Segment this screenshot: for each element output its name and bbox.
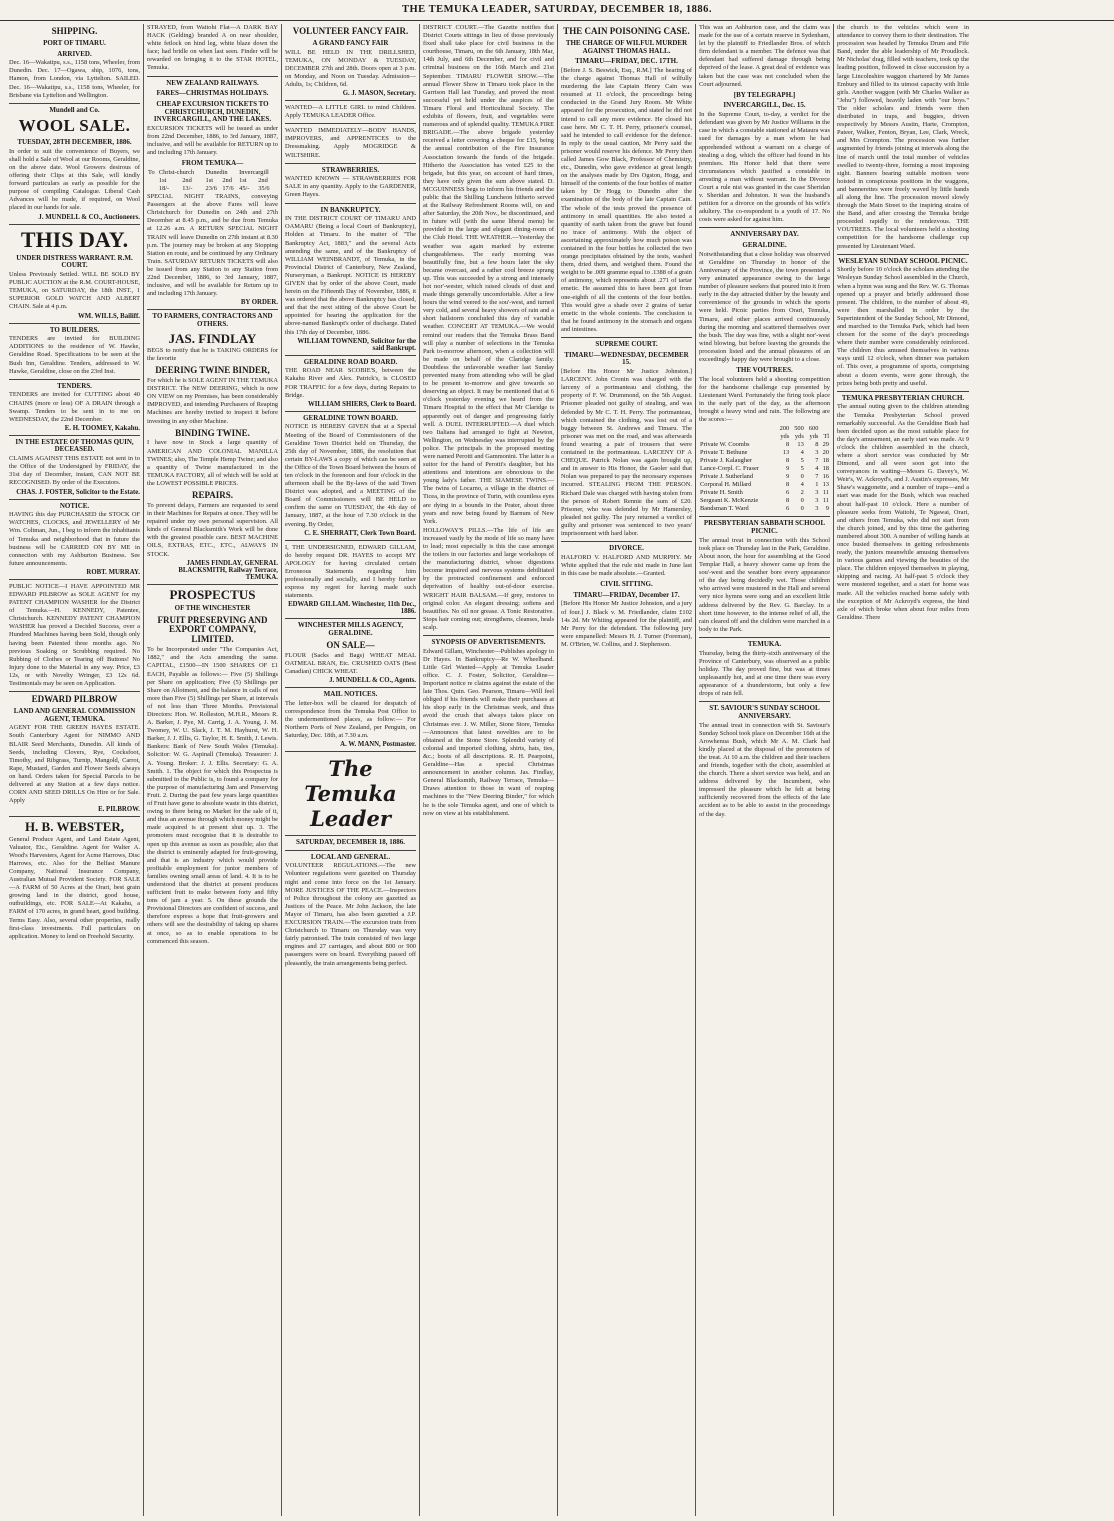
wanted2-text: WANTED IMMEDIATELY—BODY HANDS, IMPROVERS, and APPRENTICES to the Dressmaking. Apply MOGRIDGE & WILTSHIRE. (285, 127, 416, 159)
column-1 (6, 24, 144, 1516)
shipping-title: SHIPPING. (51, 26, 98, 36)
findlay-twine: BINDING TWINE. (175, 427, 250, 438)
score-cell: 9 (825, 505, 829, 513)
supreme-dateline: TIMARU—WEDNESDAY, DECEMBER 15. (564, 350, 689, 367)
column-7 (834, 24, 972, 1516)
divider (699, 637, 830, 638)
mail-text: The letter-box will be cleared for despatch of correspondence from the Temuka Post Office to the undermentioned places, as follow:— For Northern Ports of New Zealand, per Penguin, on Saturday, Dec. 18th, at 7.30 a.m. (285, 699, 416, 739)
estate-text: CLAIMS AGAINST THIS ESTATE not sent in to the Office of the Undersigned by FRIDAY, the 31st day of December, instant, CAN NOT BE RECOGNISED. By order of the Executors. (9, 455, 140, 487)
table-row (147, 169, 278, 177)
estate-sign: CHAS. J. FOSTER, Solicitor to the Estate. (16, 488, 140, 496)
divider (285, 751, 416, 752)
score-cell: 500 (794, 425, 804, 433)
prospectus-sub: OF THE WINCHESTER (174, 603, 251, 612)
anniv-place: GERALDINE. (742, 241, 787, 250)
telegraph-dateline: INVERCARGILL, Dec. 15. (723, 101, 806, 110)
divider (423, 635, 554, 636)
presb-text: The annual outing given to the children attending the Temuka Presbyterian School proved remarkably successful. As the Geraldine Bush had been decided upon as the most suitable place for the day's amusement, an early start was made. At 9 o'clock the children assembled in the church, where a short service was conducted by Mr Dimond, and all were soon got into the conveyances in waiting—Messrs G. Davey's, W. Weir's, W. Ackroyd's, and J. Austin's expresses, Mr Shaw's waggonette, and a number of traps—and a start was made for the Bush, which was reached about half-past 10 o'clock. Here a number of pleasure seeks from Waitohi, Te Ngawai, Orari, and others from Temuka, who did not start from the church joined, and by this time the gathering numbered about 300. A number of willing hands at once busied themselves in getting refreshments ready, the juniors meanwhile amusing themselves in various games and viewing the beauties of the place. The children enjoyed themselves in playing, skipping and racing. At half-past 5 o'clock they were mustered together, and a start for home was made. All the vehicles reached home safely with the exception of Mr Ackroyd's express, the hind axle of which broke when about four miles from Geraldine. There (837, 403, 969, 621)
findlay-sign: JAMES FINDLAY, GENERAL BLACKSMITH, Railway Terrace, TEMUKA. (178, 559, 278, 581)
divider (699, 701, 830, 702)
table-row (699, 457, 830, 465)
shipping-port: PORT OF TIMARU. (43, 38, 106, 47)
score-cell: 11 (822, 497, 829, 505)
straw-title: STRAWBERRIES. (321, 165, 380, 174)
score-cell: 16 (822, 473, 829, 481)
score-cell: 1 (815, 481, 819, 489)
bankruptcy-title: IN BANKRUPTCY. (320, 205, 381, 214)
thisday-sub: UNDER DISTRESS WARRANT. R.M. COURT. (16, 253, 133, 270)
cain-text: [Before J. S. Beswick, Esq., R.M.] The hearing of the charge against Thomas Hall of wilfully murdering the late Captain Henry Cain was resumed at 11 o'clock, the proceedings being conducted in the Grand Jury Room. Mr White appeared for the prosecution, and stated he did not intend to call any more evidence. He closed his case here. Mr C. T. H. Perry, prisoner's counsel, said he intended to call evidence for the defence. In reply to the usual caution, Mr Perry said the prisoner would reserve his defence. Mr Perry then called James Gow Black, Professor of Chemistry, etc., Dunedin, who gave evidence at great length on the analyses made by Drs Ogston, Hogg, and himself of the contents of the four bottles of matter taken by Dr Hogg to Dunedin after the examination of the body of the late Captain Cain. The whole of the tests proved the presence of antimony in small quantities. He also tested a quantity of earth taken from the grave but found no trace of antimony. With the object of ascertaining approximately how much poison was contained in the four bottles he collected the two orange precipitates obtained by the tests, washed them, dried them, and weighed them. Found the weight to be .009 gramme equal to .1388 of a grain of antimony, which represents about .271 of tartar emetic. He assumed this to have been got from one-eighth of all the contents of the four bottles. This would give a shade over 2 grains of tartar emetic in the whole contents. The conclusion is that he found antimony in the stomach and organs and intestines. (561, 66, 692, 333)
mail-title: MAIL NOTICES. (323, 689, 378, 698)
fare-price-cell: 45/- (239, 185, 250, 193)
apology-text: I, THE UNDERSIGNED, EDWARD GILLAM, do hereby request DR. HAYES to accept MY APOLOGY for having circulated certain Erroneous Statements regarding him professionally and socially, and I hereby further express my regret for having made such statements. (285, 543, 416, 600)
findlay-text: BEGS to notify that he is TAKING ORDERS for the favorite (147, 346, 278, 363)
divider (9, 224, 140, 225)
wool-firm: Mundell and Co. (49, 105, 100, 114)
mills-text: FLOUR (Sacks and Bags) WHEAT MEAL OATMEAL BRAN, Etc. CRUSHED OATS (Best Canadian) CHICK WHEAT. (285, 651, 416, 675)
divider (9, 435, 140, 436)
divider (147, 584, 278, 585)
road-title: GERALDINE ROAD BOARD. (303, 357, 398, 366)
fair-sub: A GRAND FANCY FAIR (312, 38, 389, 47)
score-cell: 9 (786, 473, 790, 481)
town-text: NOTICE IS HEREBY GIVEN that at a Special Meeting of the Board of Commissioners of the Geraldine Town District held on Thursday, the 25th day of November, 1886, the resolution that certain BY-LAWS a copy of which can be seen at the Office of the Town Board between the hours of ten o'clock in the forenoon and four o'clock in the afternoon shall be the By-laws of the said Town District was adopted, and a MEETING of the Board of Commissioners will BE HELD to confirm the same on TUESDAY, the 4th day of January, 1887, at the hour of 7.30 o'clock in the evening. By Order, (285, 423, 416, 528)
score-cell: 8 (786, 497, 790, 505)
fare-class-cell: 2nd (182, 177, 192, 185)
table-row (699, 481, 830, 489)
railways-from: FROM TEMUKA— (181, 159, 244, 168)
divider (285, 835, 416, 836)
score-cell: 11 (822, 489, 829, 497)
news-text-2: HOLLOWAY'S PILLS.—The life of life are increased vastly by the mode of life so many have to lead; most especially is this the case amongst the toilers in our factories and large workshops of the manufacturing district, whose digestions become impaired and nervous systems debilitated by the protracted confinement and enforced deprivation of healthy out-of-door exercise. WRIGHT HAIR BALSAM.—If grey, restores to original color. An elegant dressing; softens and beautifies. No oil nor grease. A Tonic Restorative. Stops hair coming out; strengthens, cleanses, heals scalp. (423, 526, 554, 631)
score-cell: Private T. Bethune (700, 449, 748, 457)
cain-dateline: TIMARU—FRIDAY, DEC. 17TH. (575, 57, 678, 66)
divorce-title: DIVORCE. (609, 544, 644, 553)
temuka-title: TEMUKA. (747, 639, 782, 648)
road-text: THE ROAD NEAR SCOBIE'S, between the Kakahu River and Alex. Patrick's, is CLOSED FOR TRAFFIC for a few days, during Repairs to Bridge. (285, 367, 416, 399)
fare-price-cell: 13/- (182, 185, 193, 193)
divider (561, 541, 692, 542)
findlay-title: TO FARMERS, CONTRACTORS AND OTHERS. (152, 312, 273, 328)
supreme-text: [Before His Honor Mr Justice Johnston.] LARCENY. John Cronin was charged with the larceny of a portmanteau and clothing, the property of F. W. Drummond, on the 5th August. Prisoner pleaded not guilty of stealing, and was defended by Mr C. T. H. Perry. The portmanteau, which contained the clothing, was lost out of a buggy between St. Andrews and Timaru. The prisoner was met on the road, and was afterwards found wearing a pair of trousers that were contained in the portmanteau. LARCENY OF A CHEQUE. Patrick Nolan was again brought up, and in answer to His Honor, the Gaoler said that Nolan was prepared to pay the necessary expenses incurred. STEALING FROM THE PERSON. Richard Dale was charged with having stolen from the person of Robert Rennie the sum of £20. Prisoner, who was defended by Mr Hamersley, pleaded not guilty. The jury returned a verdict of guilty and prisoner was sentenced to two years' imprisonment with hard labor. (561, 368, 692, 537)
divider (9, 379, 140, 380)
saviour-text: The annual treat in connection with St. Saviour's Sunday School took place on December 16th at the Arowhenua Bush, which Mr A. M. Clark had kindly placed at the disposal of the promoters of the treat. At 10 a.m. the children and their teachers and friends, together with the choir, assembled at the church. There a short service was held, and an address delivered by the Incumbent, who impressed the pleasure which he felt at being sufficiently recovered from the effects of the late accident as to be able to assist in the proceedings of the day. (699, 721, 830, 818)
town-sign: C. E. SHERRATT, Clerk Town Board. (304, 529, 416, 537)
divider (285, 123, 416, 124)
score-cell: Private J. Kalaugher (700, 457, 752, 465)
railways-sign: BY ORDER. (240, 299, 278, 307)
fare-class-cell: 1st (205, 177, 213, 185)
columns (6, 24, 1108, 1516)
score-cell: 4 (815, 465, 819, 473)
table-row (699, 449, 830, 457)
fare-class-cell: 1st (158, 177, 167, 185)
voutree-text: The local volunteers held a shooting competition for the handsome challenge cup presented by Lieutenant Ward. Fortunately the firing took place in the early part of the day, as the afternoon brought a heavy wind and rain. The following are the scores:— (699, 375, 830, 424)
score-cell: Private J. Sutherland (700, 473, 754, 481)
builders-title: TO BUILDERS. (49, 325, 100, 334)
score-cell: 4 (800, 481, 804, 489)
pilbrow-title: EDWARD PILBROW (31, 694, 118, 705)
score-cell: 13 (797, 441, 804, 449)
sabbath-text: The annual treat in connection with this School took place on Thursday last in the Park, Geraldine. About noon, the hour for assembling at the Good Templar Hall, a heavy shower came up from the sou'-west and the weather bore every appearance of the day being decidedly wet. Those children who arrived were mustered in the Hall and several very nice hymns were sung and an excellent little address delivered by the Rev. G. Barclay. In a short time however, to the intense relief of all, the rain cleared off and the children were marched in a body to the Park. (699, 536, 830, 633)
cain-sub: THE CHARGE OF WILFUL MURDER AGAINST THOMAS HALL. (565, 38, 688, 55)
findlay-text2: For which he is SOLE AGENT IN THE TEMUKA DISTRICT. The NEW DEERING, which is now ON VIEW on my Premises, has been considerably IMPROVED, and intending Purchasers of Reaping Machines are hereby invited to inspect it before investing in any other Machine. (147, 377, 279, 425)
fare-price-cell: 35/6 (258, 185, 270, 193)
anniv-text: Notwithstanding that a close holiday was observed at Geraldine on Thursday in honor of the Anniversary of the Province, the town presented a very animated appearance owing to the large number of pleasure seekers that poured into it from early in the day attracted thither by the beauty and convenience of the grounds in which the sports were held. Picnic parties from Orari, Temuka, Timaru, and other places arrived continuously during the morning and scattered themselves over the bush. The day was fine, with a slight nor'-west wind blowing, but before leaving the grounds the procession listed and the annual pleasures of an exceedingly happy day were brought to a close. (699, 250, 830, 364)
divider (699, 227, 830, 228)
divider (285, 850, 416, 851)
tenders-text: TENDERS are invited for CUTTING about 40 CHAINS (more or less) OF A DRAIN through a Swamp. Tenders to be sent in to me on WEDNESDAY, the 22nd December. (9, 391, 140, 423)
anniv-title: ANNIVERSARY DAY. (730, 230, 799, 239)
divider (9, 499, 140, 500)
divider (285, 687, 416, 688)
score-cell: 3 (815, 505, 819, 513)
pilbrow-sub: LAND AND GENERAL COMMISSION AGENT, TEMUKA. (13, 707, 136, 723)
sabbath-title: PRESBYTERIAN SABBATH SCHOOL PICNIC. (703, 519, 826, 536)
wesleyan-title: WESLEYAN SUNDAY SCHOOL PICNIC. (838, 256, 968, 265)
railways-text2: SPECIAL NIGHT TRAINS, conveying Passengers at the above Fares will leave Christchurch for Dunedin on 24th and 27th December at 8.45 p.m., and be due from Temuka at 12.26 a.m. A RETURN SPECIAL NIGHT TRAIN will leave Dunedin on 27th instant at 8.30 p.m. The journey may be broken at any Stopping Station en route, and be continued by any Ordinary Train. SATURDAY RETURN TICKETS will also be issued from any Station to any Station from 22nd December, 1886, to 3rd January, 1887, inclusive, and will be available for Return up to and including 17th January. (147, 193, 278, 298)
strayed-text: STRAYED, from Waitohi Flat—A DARK BAY HACK (Gelding) branded A on near shoulder, white fetlock on hind leg, white blaze down the face; had bridle on when last seen. Finder will be rewarded on bringing it to the STAR HOTEL, Temuka. (147, 24, 278, 72)
fare-price-cell: 18/- (158, 185, 170, 193)
straw-text: WANTED KNOWN — STRAWBERRIES FOR SALE in any quantity. Apply to the GARDENER, Green Hayes. (285, 175, 416, 199)
findlay-repairs: REPAIRS. (191, 490, 234, 501)
score-cell: 8 (786, 457, 790, 465)
column-4 (420, 24, 558, 1516)
divider (837, 391, 969, 392)
notice-text: HAVING this day PURCHASED the STOCK OF WATCHES, CLOCKS, and JEWELLERY of Mr Wm. Coltman, Jun., I beg to inform the inhabitants of Temuka and neighborhood that in future the business will be CARRIED ON BY ME in connection with my Ashburton Business. See future announcements. (9, 511, 140, 567)
road-sign: WILLIAM SHIERS, Clerk to Board. (307, 400, 416, 408)
divider (285, 618, 416, 619)
notice-sign: ROBT. MURRAY. (86, 568, 140, 576)
score-cell: 7 (815, 473, 819, 481)
divider (9, 103, 140, 104)
score-cell (819, 425, 830, 433)
mills-title: WINCHESTER MILLS AGENCY, GERALDINE. (297, 621, 404, 637)
findlay-text3: I have now in Stock a large quantity of AMERICAN AND COLONIAL MANILLA TWINES; also, The Temple Hemp Twine; and also a quantity of Twine manufactured in the TEMUKA FACTORY, all of which will be sold at the LOWEST POSSIBLE PRICES. (147, 439, 278, 487)
pilbrow-text: AGENT FOR THE GREEN HAYES ESTATE. South Canterbury Agent for NIMMO AND BLAIR Seed Merchants, Dunedin. All kinds of Seeds, including Clovers, Rye, Cocksfoot, Timothy, and Ribgrass, Turnip, Mangold, Carrot, Rape, Mustard, Garden and Flower Seeds always on hand. Orders taken for Special Parcels to be delivered at any Station at a few days notice. CORN AND SEED DRILLS On Hire or for Sale. Apply (9, 724, 140, 805)
tenders-sign: E. H. TOOMEY, Kakahu. (64, 424, 140, 432)
table-row (147, 185, 278, 193)
railways-text: EXCURSION TICKETS will be issued as under from 22nd December, 1886, to 3rd January, 1887, inclusive, and will be available for RETURN up to and including 17th January. (147, 125, 278, 157)
score-cell: Private H. Smith (700, 489, 743, 497)
divider (147, 76, 278, 77)
score-cell: 8 (786, 441, 790, 449)
table-row (699, 497, 830, 505)
score-cell: 13 (782, 449, 790, 457)
score-cell: yds (809, 433, 819, 441)
score-cell: 7 (815, 457, 819, 465)
builders-text: TENDERS are invited for BUILDING ADDITIONS to the residence of W. Hawke, Geraldine Road. Specifications to be seen at the Bush Inn, Geraldine. Tenders, addressed to W. Hawke, Geraldine, close on the 23rd Inst. (9, 335, 140, 375)
fair-title: VOLUNTEER FANCY FAIR. (292, 26, 409, 36)
score-cell: 2 (800, 489, 804, 497)
column-3 (282, 24, 420, 1516)
fares-table (147, 169, 278, 193)
local-title: LOCAL AND GENERAL. (310, 852, 391, 861)
column-6 (696, 24, 834, 1516)
thisday-text: Unless Previously Settled. WILL BE SOLD BY PUBLIC AUCTION at the R.M. COURT-HOUSE, TEMUKA, on SATURDAY, the 18th INST., 1 SUPERIOR GOLD WATCH AND ALBERT CHAIN. Sale at 4 p.m. (9, 271, 140, 311)
divider (285, 163, 416, 164)
fare-head-cell: Dunedin (205, 169, 228, 177)
procession-text: the church to the vehicles which were in attendance to convey them to their destination. The procession was headed by Temuka Drum and Fife Band, under the able leadership of Mr Proudlock. Mr Nicholas' drag, filled with teachers, took up the leading position, followed in close succession by a large Lincolnshire waggon chartered by Mr James Embury and filled to its utmost capacity with little girls. Another waggon (with Mr Charles Walker as "Jehu") followed, heavily laden with "our boys." The older scholars and friends were then distributed in traps, and buggies, driven respectively by Messrs Austin, Harte, Crompton, Pateer, Walker, Fenton, Bryan, Lee, Clark, Wreck, and Mrs Crompton. The procession was further augmented by friends joining at intervals along the line of march until the total number of vehicles swelled to twenty-three, forming a most imposing sight. Banners bearing suitable mottoes were hoisted in conspicuous positions in the waggons, and bannerettes were freely waved by little hands all along the line. The procession moved slowly through the Main Street to the inspiring strains of the Band, and after crossing the Temuka bridge proceeded rapidly to the rendezvous. THE VOUTREES. The local volunteers held a shooting competition for the handsome challenge cup presented by Lieutenant Ward. (837, 24, 969, 250)
mills-sub: ON SALE— (326, 639, 375, 650)
webster-title: H. B. WEBSTER, (24, 819, 125, 835)
score-cell: 0 (800, 497, 804, 505)
public-notice-text: PUBLIC NOTICE—I HAVE APPOINTED MR EDWARD PILBROW as SOLE AGENT for my PATENT CHAMPION WASHER for the District of Temuka.—H. KENNEDY, Patentee, Christchurch. KENNEDY PATENT CHAMPION WASHER has proved a Decided Success, over a Hundred Machines having been Sold, though only having been Patented three months ago. No previous Soaking or Scrubbing required. No Rubbing of Clothes or Tearing off Buttons! No Injury done to the Material in any way. Price, £3 12s, or with Novelty Wringer, £3 12s 6d. Testimonials may be seen on Application. (9, 582, 140, 688)
column-2 (144, 24, 282, 1516)
table-row (699, 441, 830, 449)
estate-title: IN THE ESTATE OF THOMAS QUIN, DECEASED. (15, 437, 134, 454)
notice-title: NOTICE. (59, 501, 90, 510)
civil-text: [Before His Honor Mr Justice Johnston, and a jury of four.] J. Black v. M. Friedlander, claim £102 14s 2d. Mr Whiting appeared for the plaintiff, and Mr Perry for the defendant. The following jury were empanelled: Messrs H. J. Turner (Foreman), M. O'Brien, W. Collins, and J. Stephenson. (561, 600, 692, 648)
bankruptcy-sign: WILLIAM TOWNEND, Solicitor for the said Bankrupt. (297, 337, 416, 352)
score-cell: Tl (823, 433, 829, 441)
score-cell: 9 (786, 465, 790, 473)
fare-class-cell: 1st (239, 177, 247, 185)
fare-head-cell: Invercargill (239, 169, 269, 177)
telegraph-label: [BY TELEGRAPH.] (733, 90, 796, 99)
pilbrow-sign: E. PILBROW. (98, 806, 140, 814)
findlay-binder: DEERING TWINE BINDER, (155, 365, 270, 376)
fare-head-cell: To (148, 169, 155, 177)
score-cell: yds (794, 433, 804, 441)
score-cell: 0 (800, 505, 804, 513)
wesleyan-text: Shortly before 10 o'clock the scholars attending the Wesleyan Sunday School assembled in the Church, when a hymn was sung and the Rev. W. G. Thomas opened up a prayer and briefly addressed those present. The children, to the number of about 49, were then marshalled in order by the Superintendent of the Sunday School, Mr Dimond, and marched to the Temuka Park, which had been chosen for the scene of the day's proceedings where their number were considerably reinforced. The children thus amused themselves in various ways until 12 o'clock, when dinner was partaken of. This over, a programme of sports, comprising about a dozen events, were gone through, the prizes being both pretty and useful. (837, 266, 969, 387)
divider (699, 516, 830, 517)
score-cell: Corporal H. Millard (700, 481, 752, 489)
score-cell: 13 (822, 481, 829, 489)
webster-text: General Produce Agent, and Land Estate Agent, Valuator, Etc., Geraldine. Agent for Walter A. Wood's Harvesters, Agent for Acme Harrows, Disc Harrows, etc. Also for the Belfast Manure Company, National Insurance Company, Australian Mutual Provident Society. FOR SALE—A FARM of 50 Acres at the Orari, best grain growing land in the district, good house, outbuildings, etc. FOR SALE—At Kakahu, a FARM of 170 acres, in grand heart, good building. Terms Easy. Also, several other properties, really first-class investments. Full particulars on application. Money to lend on Freehold Security. (9, 835, 140, 940)
score-cell (699, 425, 776, 433)
page-header: THE TEMUKA LEADER, SATURDAY, DECEMBER 18, 1886. (0, 0, 1114, 21)
score-cell (699, 433, 776, 441)
fair-sign: G. J. MASON, Secretary. (342, 90, 416, 98)
synopsis-title: SYNOPSIS OF ADVERTISEMENTS. (431, 638, 546, 647)
wanted1-text: WANTED—A LITTLE GIRL to mind Children. Apply TEMUKA LEADER Office. (285, 104, 416, 120)
fare-price-cell: 23/6 (205, 185, 217, 193)
score-cell: 8 (786, 481, 790, 489)
divider (9, 816, 140, 817)
wool-sign: J. MUNDELL & CO., Auctioneers. (38, 213, 140, 221)
divider (285, 540, 416, 541)
score-cell: 3 (815, 449, 819, 457)
shipping-arrived: ARRIVED. (57, 49, 92, 58)
town-title: GERALDINE TOWN BOARD. (303, 413, 398, 422)
score-cell: Sergeant K. McKenzie (700, 497, 759, 505)
saviour-title: ST. SAVIOUR'S SUNDAY SCHOOL ANNIVERSARY. (709, 704, 820, 720)
scores-table (699, 425, 830, 513)
railways-title: NEW ZEALAND RAILWAYS. (166, 78, 259, 87)
score-cell: 4 (800, 449, 804, 457)
table-row (699, 505, 830, 513)
prospectus-name: FRUIT PRESERVING AND EXPORT COMPANY, LIMITED. (157, 614, 268, 645)
voutree-title: THE VOUTREES. (736, 366, 793, 375)
score-cell: 200 (779, 425, 790, 433)
score-cell: 3 (815, 489, 819, 497)
table-row (699, 465, 830, 473)
prospectus-title: PROSPECTUS (169, 586, 256, 602)
cain-title: THE CAIN POISONING CASE. (563, 26, 690, 36)
divider (9, 579, 140, 580)
prospectus-text: To be Incorporated under "The Companies Act, 1882," and the Acts amending the same. CAPITAL, £1500—IN 1500 SHARES OF £1 EACH, Payable as follows:— Five (5) Shillings per Share on application; Five (5) Shillings per Share on Allotment, and the balance in calls of not more than Five (5) Shillings per Share, at intervals of not less than Three Months. Provisional Directors: Hon. W. Rolleston, M.H.R., Messrs R. A. Barker, J. Pye, M. Carrig, J. A. Young, J. M. Twomey, W. U. Slack, J. T. M. Hayhurst, W. H. Barker, J. J. Ellis, G. Taylor, H. E. Smith, J. Lewis. Bankers: Bank of New South Wales (Temuka). Solicitor: W. G. Aspinall (Temuka). Treasurer: J. A. Young. Broker: J. J. Ellis. Secretary: G. A. Smith. 1. The object for which this Prospectus is submitted to the Public is, to found a company for the purpose of manufacturing Jam and Preserving Fruit. 2. During the past few years large quantities of Fruit have gone to absolute waste in this district, owing to there being no Market for the sale of it, and thus an avenue through which money might be made acquired is at present shut up. 3. The promoters must recognise that it is desirable to open up this avenue as soon as possible; also that the district is eminently adapted for fruit-growing, and that is an industry which would provide profitable employment for junior members of families owning small areas of land. 4. It is to be understood that the district at present produces sufficient fruit to make between forty and fifty tons of jam a year. 5. On these grounds the Provisional Directors are confident of success, and therefore express a hope that fruit-growers and others will see the desirability of taking up shares at once, so as to enable operations to be commenced this season. (147, 646, 278, 945)
score-cell: 29 (822, 441, 829, 449)
railways-sub: FARES—CHRISTMAS HOLIDAYS. (156, 89, 269, 98)
bankruptcy-text: IN THE DISTRICT COURT OF TIMARU AND OAMARU (Being a local Court of Bankruptcy), Holden at Timaru. In the matter of "The Bankruptcy Act, 1883," and the several Acts amending the same, and of the Bankruptcy of WILLIAM WEINBRANDT, of Temuka, in the Provincial District of Canterbury, New Zealand, Nurseryman, a Bankrupt. NOTICE IS HEREBY GIVEN that by order of the above Court, made herein on the Fifteenth Day of November, 1886, it was ordered that the above Bankruptcy has closed, and that the next sitting of the above Court be appointed for hearing the application for the above-named Bankrupt's order of discharge. Dated this 17th day of December, 1886. (285, 215, 416, 336)
temuka-text: Thursday, being the thirty-sixth anniversary of the Province of Canterbury, was observed as a public holiday. The day proved fine, but was at times unpleasantly hot, and at one time there was every appearance of a thunderstorm, but only a few drops of rain fell. (699, 649, 830, 698)
divorce-text: HALFORD V. HALFORD AND MURPHY. Mr White applied that the rule nisi made in June last in this case be made absolute.—Granted. (561, 553, 692, 577)
fare-price-cell: 17/6 (222, 185, 234, 193)
civil-title: CIVIL SITTING. (600, 580, 653, 589)
findlay-text4: To prevent delays, Farmers are requested to send in their Machines for Repairs at once. They will be repaired under my own personal supervision. All kinds of General Blacksmith's Work will be done with the greatest possible care. BEST MACHINE OILS, EXTRAS, ETC., ETC., ALWAYS IN STOCK. (147, 501, 278, 558)
score-cell: 3 (815, 497, 819, 505)
table-row (147, 177, 278, 185)
scores-header-row (699, 425, 830, 433)
divider (147, 309, 278, 310)
score-cell: 8 (815, 441, 819, 449)
score-cell: yds (780, 433, 790, 441)
thisday-sign: WM. WILLS, Bailiff. (78, 312, 140, 320)
civil-cont-text: This was an Ashburton case, and the claim was made for the use of a certain reserve in Sydenham, let by the plaintiff to Friedlander Bros. of which firm defendant is a member. The defence was that defendant had suffered damage through being deprived of the lease. A great deal of evidence was taken but the case was not concluded when the Court adjourned. (699, 24, 830, 88)
divider (837, 254, 969, 255)
divider (285, 100, 416, 101)
wool-date: TUESDAY, 28TH DECEMBER, 1886. (17, 138, 132, 147)
table-row (699, 489, 830, 497)
issue-date: SATURDAY, DECEMBER 18, 1886. (295, 838, 406, 846)
fare-head-cell: Christ-church (158, 169, 195, 177)
score-cell: 18 (822, 465, 829, 473)
score-cell: 0 (800, 473, 804, 481)
findlay-name: JAS. FINDLAY (168, 330, 257, 346)
telegraph-text: In the Supreme Court, to-day, a verdict for the defendant was given by Mr Justice Williams in the case in which a constable stationed at Mataura was sued for damages by a man whom he had apprehended without a warrant on a charge of stealing a dog, which the officer had found in his premises. His Honor held that there were circumstances which justified a constable in arresting a man without warrant. In the Divorce Court a rule nisi was granted in the case Sheridan v. Sheridan and Johnston. It was the husband's petition for a divorce on the grounds of his wife's adultery. The co-respondent is a youth of 17. No costs were asked for against him. (699, 111, 830, 224)
divider (285, 411, 416, 412)
synopsis-text: Edward Gillam, Winchester—Publishes apology to Dr Hayes. In Bankruptcy—Re W. Wheelband. Little Girl Wanted—Apply at Temuka Leader office. C. J. Foster, Solicitor, Geraldine—Important notice re claims against the estate of the late Thos. Quin. Geo. Pearson, Timaru—Will feel obliged if his friends will make their purchases at his shop early in the Christmas week, and thus avoid the crush that always takes place on Christmas eve. J. W. Miller, Stone Store, Temuka—Announces that latest novelties are to be obtained at the Stone Store. Splendid variety of colonial and imported clothing, shirts, hats, ties, &c.; boots of all descriptions. R. H. Pearpoint, Geraldine—Has a special Christmas announcement in another column. Jas. Findlay, General Blacksmith, Railway Terrace, Temuka—Draws attention to those in want of reaping machines to the "New Deering Binder," for which he is the sole Temuka agent, and one of which is now on view at his establishment. (423, 647, 554, 817)
score-cell: Private W. Coombs (700, 441, 750, 449)
apology-sign: EDWARD GILLAM. Winchester, 11th Dec., 1886. (288, 601, 416, 616)
score-cell: 6 (786, 505, 790, 513)
local-text: VOLUNTEER REGULATIONS.—The new Volunteer regulations were gazetted on Thursday night and come into force on the 1st January. MORE JUSTICES OF THE PEACE.—Inspectors of Police throughout the colony are gazetted as Justices of the Peace. Mr John Jackson, the late Mayor of Timaru, has also been gazetted a J.P. EXCURSION TRAIN.—The excursion train from Christchurch to Timaru on Thursday was very fairly patronised. The train consisted of two large engines and 27 carriages, and about 800 or 900 passengers were on board. Everything passed off pleasantly, the train arrangements being perfect. (285, 862, 416, 967)
railways-sub2: CHEAP EXCURSION TICKETS TO CHRISTCHURCH, DUNEDIN, INVERCARGILL, AND THE LAKES. (153, 99, 272, 124)
fare-class-cell: 2nd (222, 177, 232, 185)
civil-dateline: TIMARU—FRIDAY, December 17. (573, 590, 680, 599)
score-cell: 20 (822, 449, 829, 457)
news-text-1: DISTRICT COURT.—The Gazette notifies that District Courts sittings in lieu of those previously fixed shall take place for civil business in the courthouse, Timaru, on the 6th January, 18th Mar, 14th July, and 6th December, and for civil and criminal business on the 16th March and 21st September. TIMARU FLOWER SHOW.—The annual Flower Show in Timaru took place in the Garrison Hall last Tuesday, and proved the most successful yet held under the auspices of the Timaru Floral and Horticultural Society. The exhibits of flowers, fruit, and vegetables were numerous and of splendid quality. TEMUKA FIRE BRIGADE.—The above brigade yesterday received a letter covering a cheque for £15, being the annual contribution of the Fire Insurance Association towards the funds of the brigade. Hitherto the Association has voted £25 to the brigade, but this year, on account of hard times, they have only given the sum above stated. D. MCGUINNESS begs to inform his friends and the public that the Shilling Luncheon hitherto served at the Railway Refreshment Rooms will, on and after Saturday, the 20th Nov., be discontinued, and in future will (with the same liberal menu) be provided in the large and elegant dining-room of the Club Hotel. THE WEATHER.—Yesterday the weather was again marked by extreme changeableness. The early morning was beautifully fine, but a few hours later the sky became overcast, and a rather cool breeze sprang up. This was succeeded by a strong and intensely hot nor'-wester, which raised clouds of dust and made things generally uncomfortable. After a few hours the wind veered to the sou'-west, and turned very cold, and several heavy showers of rain and a short hailstorm concluded this day of variable weather. CONCERT AT TEMUKA.—We would remind our readers that the Temuka Brass Band will play a number of selections in the Temuka Park to-morrow afternoon, when a collection will be made on behalf of the Claridge family. Doubtless the unfavorable weather last Sunday prevented many from attending who will be glad to be present to-morrow and give towards so deserving an object. It may be mentioned that at 6 o'clock yesterday evening we heard from the Timaru Hospital to the effect that Mr Claridge is apparently out of danger and progressing fairly well. A DUEL INTERRUPTED.—A duel which two Italians had arranged to fight at Newton, Wellington, on Wednesday was interrupted by the police. The principals in the proposed meeting were named Perotti and Gammonini. The latter is a suitor for the hand of Perotti's daughter, but his attentions and intentions are obnoxious to the young lady's father. THE SIAMESE TWINS.—The twins of Locarno, a village in the district of Ticea, in the province of Turin, with countless eyes are dying in a bounds in the Prater, about three years and now being found by Barnum of New York. (423, 24, 554, 525)
fair-text: WILL BE HELD IN THE DRILLSHED, TEMUKA, ON MONDAY & TUESDAY, DECEMBER 27th and 28th. Doors open at 3 p.m. on Monday, and Noon on Tuesday. Admission—Adults, 1s; Children, 6d. (285, 48, 416, 88)
table-row (699, 473, 830, 481)
divider (561, 337, 692, 338)
score-cell: 6 (786, 489, 790, 497)
score-cell: 600 (808, 425, 819, 433)
scores-subheader-row (699, 433, 830, 441)
divider (285, 203, 416, 204)
score-cell: 5 (800, 457, 804, 465)
mills-sign: J. MUNDELL & CO., Agents. (329, 676, 416, 684)
presb-title: TEMUKA PRESBYTERIAN CHURCH. (841, 393, 965, 402)
wool-title: WOOL SALE. (18, 116, 131, 136)
score-cell: Bandsman T. Ward (700, 505, 749, 513)
masthead: The Temuka Leader (304, 756, 397, 831)
mail-sign: A. W. MANN, Postmaster. (340, 741, 416, 748)
score-cell: Lance-Corpl. C. Fraser (700, 465, 759, 473)
tenders-title: TENDERS. (57, 381, 92, 390)
divider (9, 691, 140, 692)
column-5 (558, 24, 696, 1516)
shipping-text: Dec. 16—Wakatipu, s.s., 1158 tons, Wheeler, from Dunedin. Dec. 17—Ogawa, ship, 1076, tons, Hamon, from London, via Lyttelton. SAILED. Dec. 16—Wakatipu, s.s., 1158 tons, Wheeler, for Brisbane via Lyttelton and Wellington. (9, 59, 140, 99)
fare-class-cell: 2nd (258, 177, 268, 185)
score-cell: 5 (800, 465, 804, 473)
thisday-title: THIS DAY. (20, 226, 129, 252)
score-cell: 18 (822, 457, 829, 465)
divider (9, 323, 140, 324)
supreme-title: SUPREME COURT. (595, 340, 658, 349)
divider (285, 355, 416, 356)
wool-text: In order to suit the convenience of Buyers, we shall hold a Sale of Wool at our Rooms, Geraldine, on the above date. Wool Growers desirous of offering their Clips at this Sale, will kindly forward particulars as early as possible for the purpose of compiling Catalogue. Liberal Cash Advances will be made, if required, on Wool placed in our hands for sale. (9, 147, 140, 212)
